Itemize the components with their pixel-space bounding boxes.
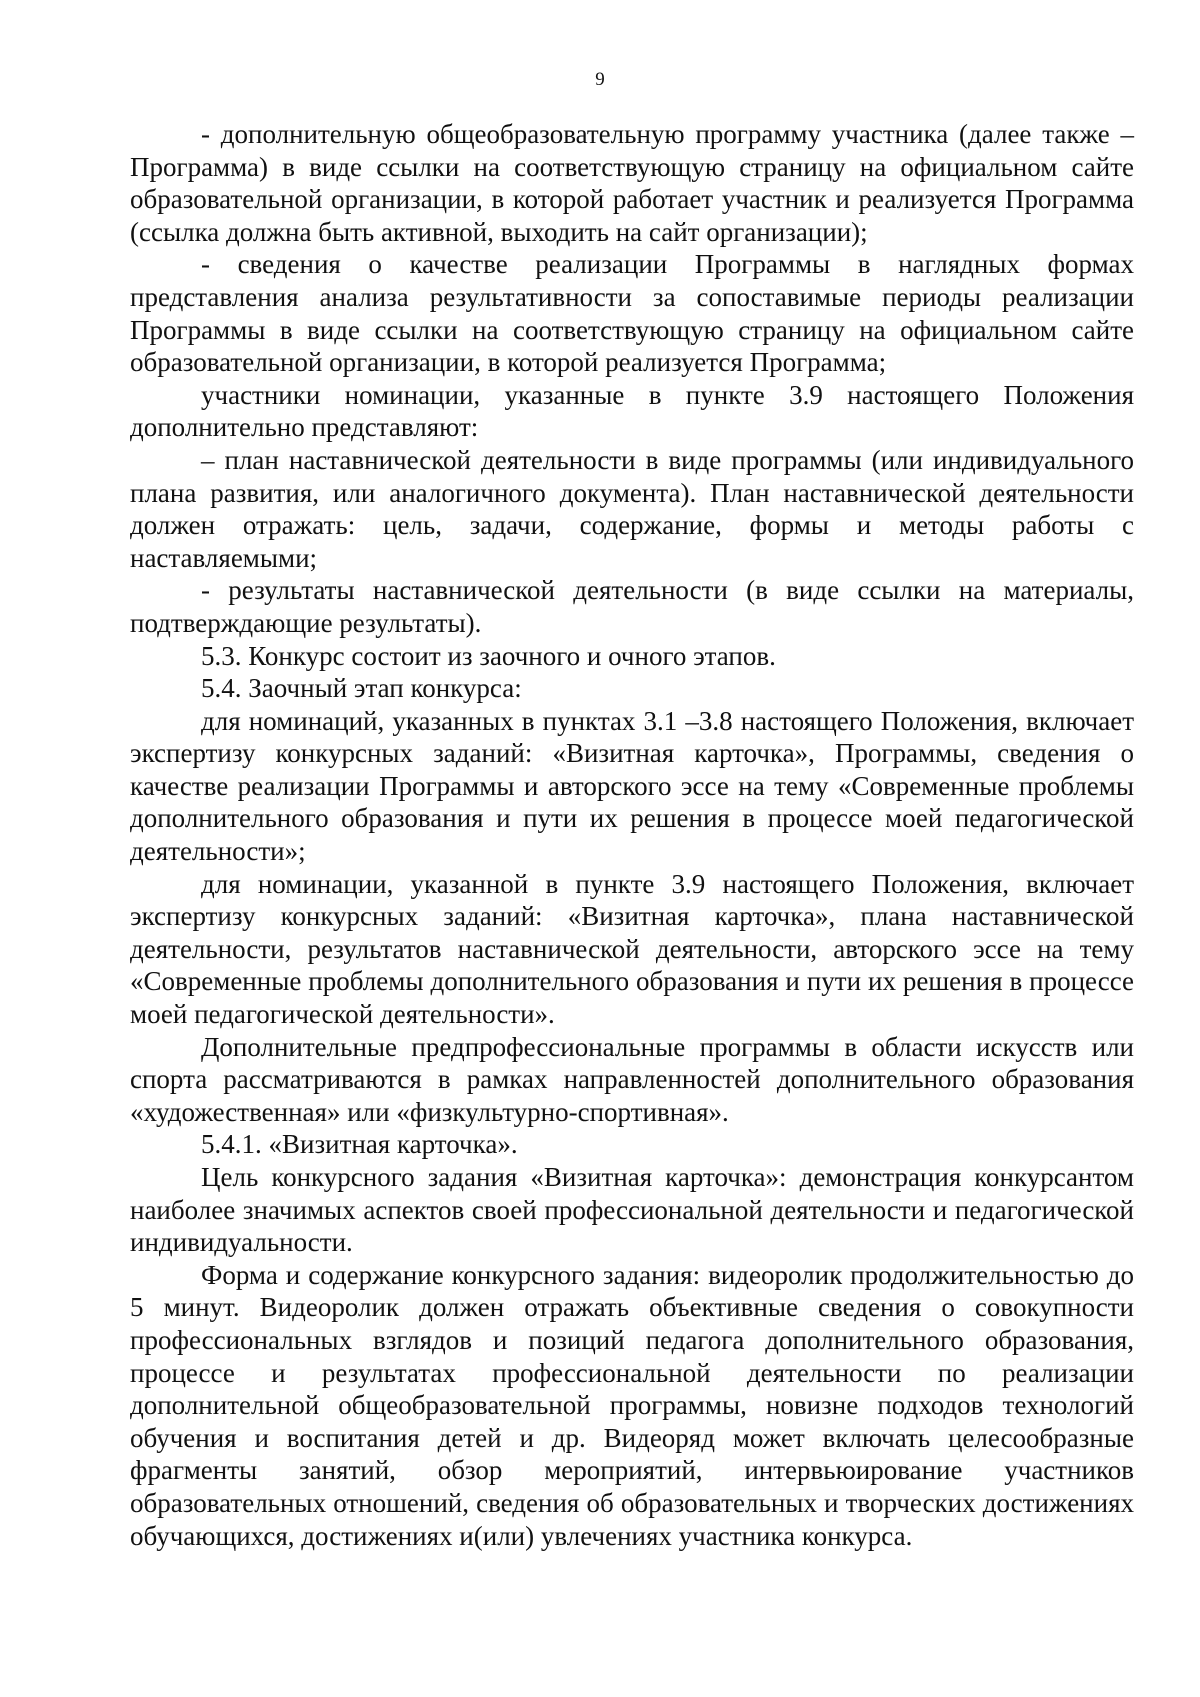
paragraph-5-3: 5.3. Конкурс состоит из заочного и очного этапов.	[201, 640, 776, 671]
paragraph-5-4: 5.4. Заочный этап конкурса:	[201, 673, 522, 704]
paragraph-nomination-3-9-intro: участники номинации, указанные в пункте 3.9 настоящего Положения дополнительно представляют:	[130, 379, 1134, 443]
paragraph-program-link: - дополнительную общеобразовательную программу участника (далее также – Программа) в виде ссылки на соответствующую страницу на официальном сайте образовательной организации, в которой работает участник и реализуется Программа (ссылка должна быть активной, выходить на сайт организации);	[130, 119, 1134, 247]
paragraph-nominations-3-1-3-8: для номинаций, указанных в пунктах 3.1 –3.8 настоящего Положения, включает экспертизу конкурсных заданий: «Визитная карточка», Программы, сведения о качестве реализации Программы и авторского эссе на тему «Современные проблемы дополнительного образования и пути их решения в процессе моей педагогической деятельности»;	[130, 705, 1134, 867]
paragraph-task-form: Форма и содержание конкурсного задания: видеоролик продолжительностью до 5 минут. Видеоролик должен отражать объективные сведения о совокупности профессиональных взглядов и позиций педагога дополнительного образования, процессе и результатах профессиональной деятельности по реализации дополнительной общеобразовательной программы, новизне подходов технологий обучения и воспитания детей и др. Видеоряд может включать целесообразные фрагменты занятий, обзор мероприятий, интервьюирование участников образовательных отношений, сведения об образовательных и творческих достижениях обучающихся, достижениях и(или) увлечениях участника конкурса.	[130, 1259, 1134, 1551]
paragraph-quality-info: - сведения о качестве реализации Программы в наглядных формах представления анализа результативности за сопоставимые периоды реализации Программы в виде ссылки на соответствующую страницу на официальном сайте образовательной организации, в которой реализуется Программа;	[130, 249, 1134, 378]
paragraph-mentoring-results: - результаты наставнической деятельности (в виде ссылки на материалы, подтверждающие результаты).	[130, 575, 1134, 638]
document-body	[130, 118, 1134, 1552]
paragraph-mentoring-plan: – план наставнической деятельности в виде программы (или индивидуального плана развития, или аналогичного документа). План наставнической деятельности должен отражать: цель, задачи, содержание, формы и методы работы с наставляемыми;	[130, 444, 1134, 573]
paragraph-task-goal: Цель конкурсного задания «Визитная карточка»: демонстрация конкурсантом наиболее значимых аспектов своей профессиональной деятельности и педагогической индивидуальности.	[130, 1162, 1134, 1258]
paragraph-preprofessional-programs: Дополнительные предпрофессиональные программы в области искусств или спорта рассматриваются в рамках направленностей дополнительного образования «художественная» или «физкультурно-спортивная».	[130, 1031, 1134, 1127]
paragraph-nomination-3-9: для номинации, указанной в пункте 3.9 настоящего Положения, включает экспертизу конкурсных заданий: «Визитная карточка», плана наставнической деятельности, результатов наставнической деятельности, авторского эссе на тему «Современные проблемы дополнительного образования и пути их решения в процессе моей педагогической деятельности».	[130, 868, 1134, 1030]
page-number: 9	[595, 69, 605, 90]
paragraph-5-4-1: 5.4.1. «Визитная карточка».	[201, 1129, 518, 1160]
